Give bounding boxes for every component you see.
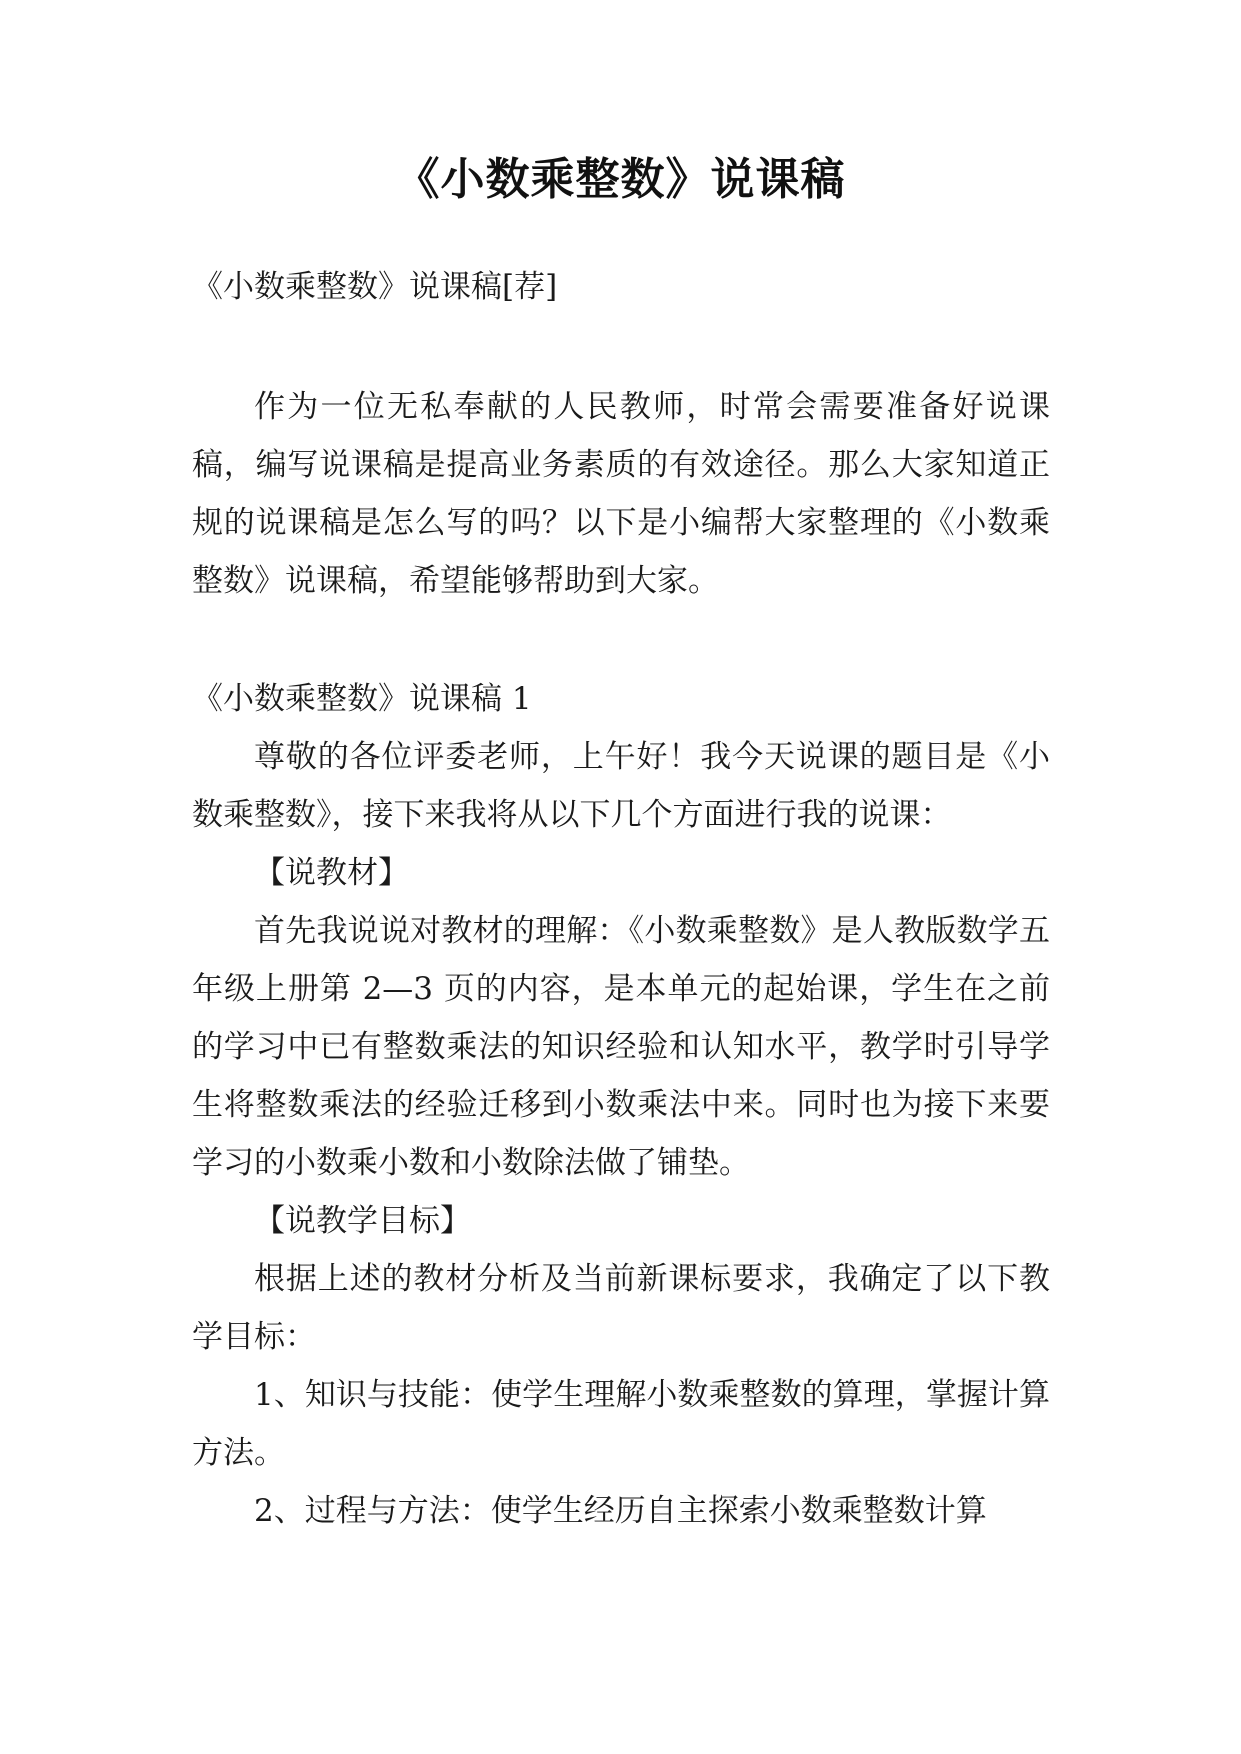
greeting-paragraph: 尊敬的各位评委老师，上午好！我今天说课的题目是《小数乘整数》，接下来我将从以下几个方面进行我的说课： (192, 739, 1050, 833)
heading-goals: 【说教学目标】 (254, 1203, 471, 1239)
section-heading: 《小数乘整数》说课稿 1 (192, 681, 532, 717)
spacer (192, 316, 1050, 378)
heading-textbook: 【说教材】 (254, 855, 409, 891)
document-subtitle: 《小数乘整数》说课稿[荐] (192, 269, 558, 305)
intro-paragraph: 作为一位无私奉献的人民教师，时常会需要准备好说课稿，编写说课稿是提高业务素质的有效途径。那么大家知道正规的说课稿是怎么写的吗？以下是小编帮大家整理的《小数乘整数》说课稿，希望能够帮助到大家。 (192, 389, 1050, 599)
goals-intro-paragraph: 根据上述的教材分析及当前新课标要求，我确定了以下教学目标： (192, 1261, 1050, 1355)
document-title: 《小数乘整数》说课稿 (395, 154, 846, 205)
goal-item-1: 1、知识与技能：使学生理解小数乘整数的算理，掌握计算方法。 (192, 1377, 1050, 1471)
goal-item-2: 2、过程与方法：使学生经历自主探索小数乘整数计算 (254, 1493, 987, 1529)
textbook-paragraph: 首先我说说对教材的理解：《小数乘整数》是人教版数学五年级上册第 2—3 页的内容，是本单元的起始课，学生在之前的学习中已有整数乘法的知识经验和认知水平，教学时引导学生将整数乘法的经验迁移到小数乘法中来。同时也为接下来要学习的小数乘小数和小数除法做了铺垫。 (192, 913, 1050, 1181)
document-body (192, 258, 1050, 1540)
spacer (192, 610, 1050, 670)
